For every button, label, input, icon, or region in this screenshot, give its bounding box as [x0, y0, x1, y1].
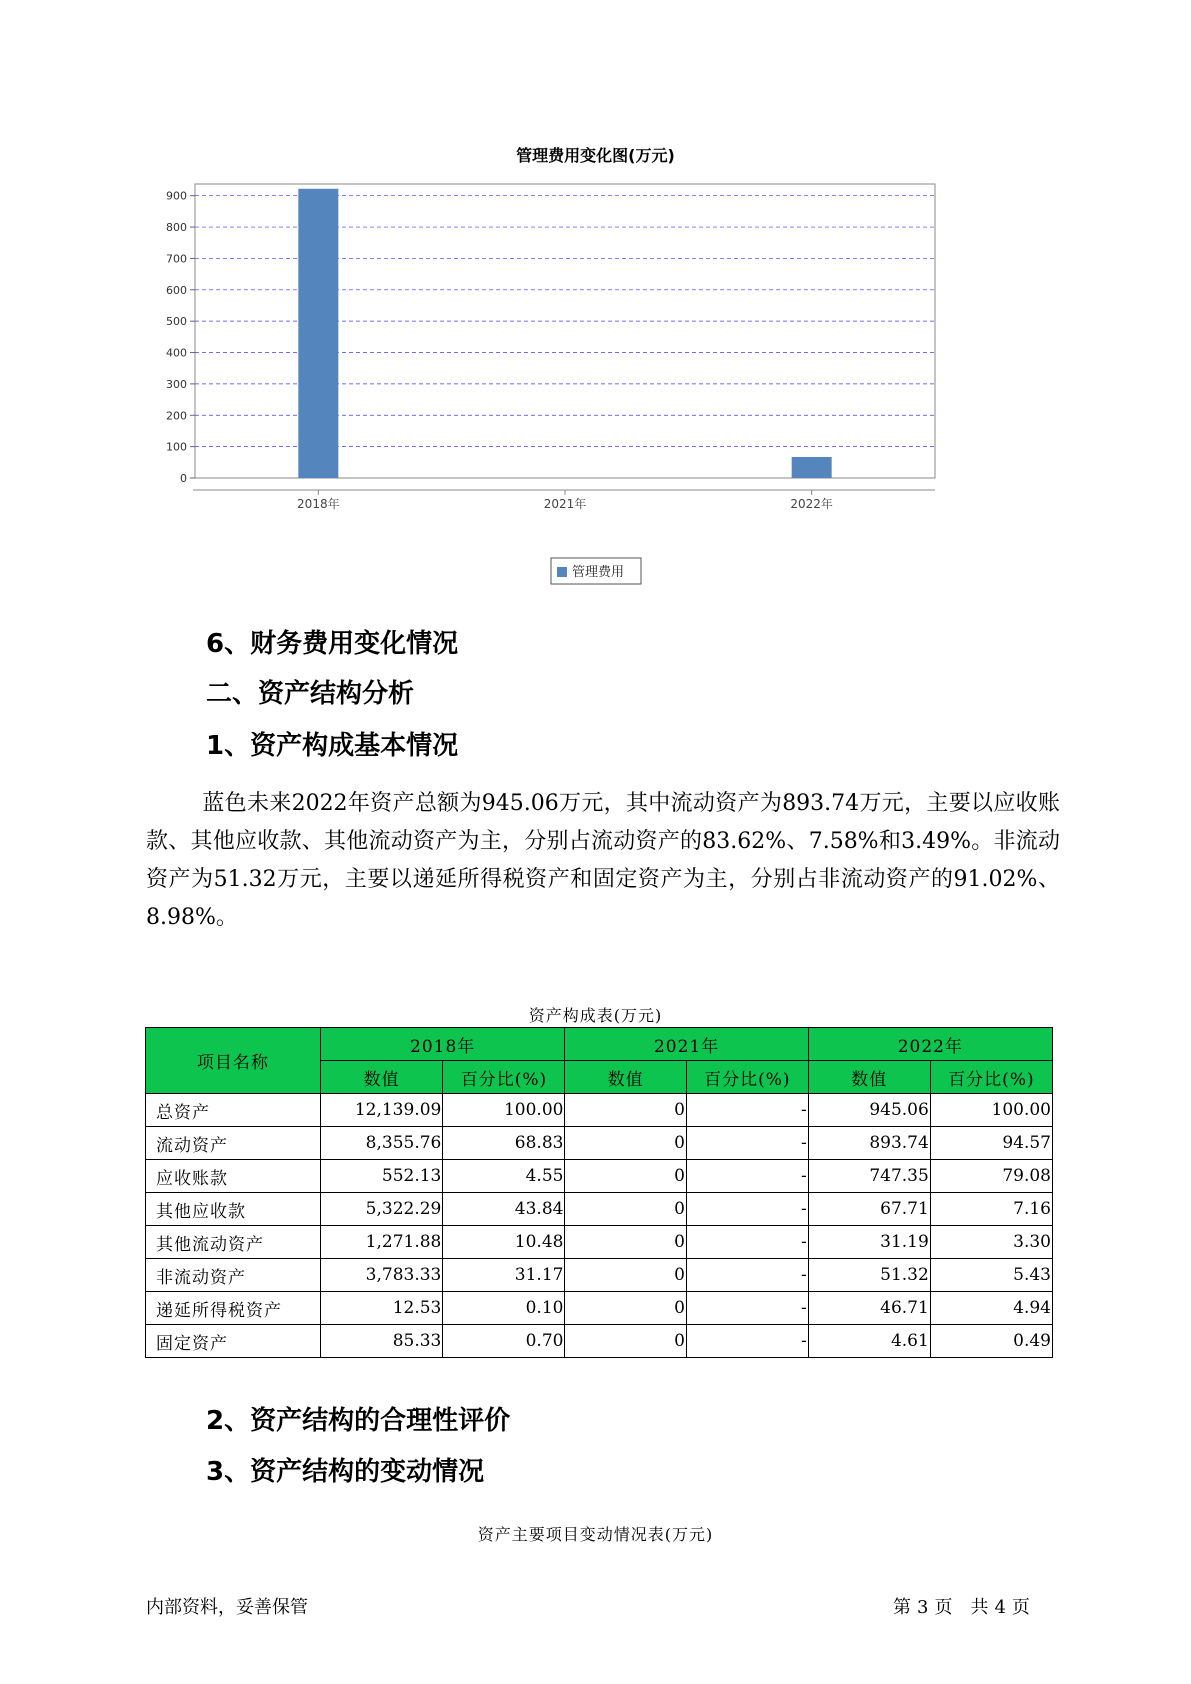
- cell-v2021: 0: [565, 1226, 687, 1259]
- cell-p2018: 31.17: [443, 1259, 565, 1292]
- header-percent: 百分比(%): [686, 1061, 808, 1094]
- cell-p2018: 100.00: [443, 1094, 565, 1127]
- table-row: [146, 1325, 1053, 1358]
- header-year-2018: 2018年: [320, 1028, 565, 1061]
- cell-p2021: -: [686, 1127, 808, 1160]
- table-row: [146, 1127, 1053, 1160]
- cell-v2021: 0: [565, 1160, 687, 1193]
- cell-v2022: 31.19: [808, 1226, 930, 1259]
- table-body: [146, 1094, 1053, 1358]
- cell-v2021: 0: [565, 1193, 687, 1226]
- cell-v2018: 3,783.33: [320, 1259, 443, 1292]
- cell-v2018: 552.13: [320, 1160, 443, 1193]
- cell-p2021: -: [686, 1292, 808, 1325]
- heading-asset-structure: 二、资产结构分析: [206, 679, 415, 709]
- cell-name: 递延所得税资产: [146, 1292, 321, 1325]
- x-tick-label: 2022年: [790, 497, 833, 511]
- cell-p2021: -: [686, 1094, 808, 1127]
- y-tick-label: 800: [166, 221, 187, 235]
- y-tick-label: 100: [166, 440, 187, 454]
- cell-p2018: 43.84: [443, 1193, 565, 1226]
- cell-p2022: 5.43: [930, 1259, 1052, 1292]
- cell-p2021: -: [686, 1259, 808, 1292]
- cell-name: 固定资产: [146, 1325, 321, 1358]
- cell-v2022: 747.35: [808, 1160, 930, 1193]
- chart-bars: [298, 189, 831, 478]
- cell-v2022: 4.61: [808, 1325, 930, 1358]
- asset-composition-table: [145, 1027, 1053, 1358]
- cell-v2021: 0: [565, 1292, 687, 1325]
- cell-v2018: 12.53: [320, 1292, 443, 1325]
- header-item-name: 项目名称: [146, 1028, 321, 1094]
- header-year-2022: 2022年: [808, 1028, 1052, 1061]
- cell-v2021: 0: [565, 1259, 687, 1292]
- cell-p2018: 4.55: [443, 1160, 565, 1193]
- cell-p2021: -: [686, 1325, 808, 1358]
- chart-y-axis: [166, 190, 195, 485]
- cell-name: 非流动资产: [146, 1259, 321, 1292]
- page-middle: 页 共: [934, 1597, 989, 1618]
- legend-label: 管理费用: [572, 565, 625, 580]
- cell-p2022: 7.16: [930, 1193, 1052, 1226]
- header-value: 数值: [320, 1061, 443, 1094]
- table-row: [146, 1292, 1053, 1325]
- chart-x-axis: [193, 490, 935, 511]
- cell-p2022: 3.30: [930, 1226, 1052, 1259]
- cell-p2018: 0.70: [443, 1325, 565, 1358]
- bar-chart: [150, 180, 1020, 590]
- footer-page-number: [893, 1593, 1036, 1619]
- chart-legend: [551, 558, 641, 584]
- legend-swatch: [557, 567, 567, 577]
- heading-finance-expense: 6、财务费用变化情况: [206, 629, 459, 659]
- cell-p2018: 10.48: [443, 1226, 565, 1259]
- asset-summary-paragraph: [146, 785, 1060, 937]
- page-suffix: 页: [1011, 1597, 1030, 1618]
- table-row: [146, 1160, 1053, 1193]
- cell-v2018: 85.33: [320, 1325, 443, 1358]
- cell-p2022: 94.57: [930, 1127, 1052, 1160]
- cell-v2018: 12,139.09: [320, 1094, 443, 1127]
- header-value: 数值: [565, 1061, 687, 1094]
- table-row: [146, 1094, 1053, 1127]
- cell-v2018: 5,322.29: [320, 1193, 443, 1226]
- cell-v2021: 0: [565, 1094, 687, 1127]
- cell-v2022: 945.06: [808, 1094, 930, 1127]
- cell-v2022: 51.32: [808, 1259, 930, 1292]
- x-tick-label: 2018年: [297, 497, 340, 511]
- page-current: 3: [917, 1597, 929, 1618]
- y-tick-label: 300: [166, 377, 187, 391]
- x-tick-label: 2021年: [543, 497, 587, 511]
- cell-v2022: 46.71: [808, 1292, 930, 1325]
- cell-name: 其他应收款: [146, 1193, 321, 1226]
- table-row: [146, 1226, 1053, 1259]
- cell-p2021: -: [686, 1226, 808, 1259]
- y-tick-label: 400: [166, 346, 187, 360]
- cell-v2021: 0: [565, 1127, 687, 1160]
- footer-confidential: 内部资料，妥善保管: [146, 1597, 308, 1618]
- heading-structure-evaluation: 2、资产结构的合理性评价: [206, 1406, 511, 1436]
- page-prefix: 第: [893, 1597, 911, 1618]
- cell-name: 其他流动资产: [146, 1226, 321, 1259]
- y-tick-label: 600: [166, 283, 187, 297]
- cell-p2022: 4.94: [930, 1292, 1052, 1325]
- heading-asset-composition: 1、资产构成基本情况: [206, 731, 459, 761]
- bar-2: [792, 457, 832, 478]
- y-tick-label: 200: [166, 409, 187, 423]
- cell-v2018: 8,355.76: [320, 1127, 443, 1160]
- y-tick-label: 900: [166, 189, 187, 203]
- cell-p2021: -: [686, 1193, 808, 1226]
- cell-v2018: 1,271.88: [320, 1226, 443, 1259]
- cell-p2022: 100.00: [930, 1094, 1052, 1127]
- cell-name: 流动资产: [146, 1127, 321, 1160]
- cell-p2022: 0.49: [930, 1325, 1052, 1358]
- header-percent: 百分比(%): [930, 1061, 1052, 1094]
- header-year-2021: 2021年: [565, 1028, 808, 1061]
- header-percent: 百分比(%): [443, 1061, 565, 1094]
- cell-p2018: 68.83: [443, 1127, 565, 1160]
- paragraph-text: 蓝色未来2022年资产总额为945.06万元，其中流动资产为893.74万元，主要以应收账款、其他应收款、其他流动资产为主，分别占流动资产的83.62%、7.58%和3.49%。非流动资产为51.32万元，主要以递延所得税资产和固定资产为主，分别占非流动资产的91.02%、8.98%。: [146, 791, 1060, 930]
- cell-p2022: 79.08: [930, 1160, 1052, 1193]
- cell-v2022: 67.71: [808, 1193, 930, 1226]
- cell-v2021: 0: [565, 1325, 687, 1358]
- y-tick-label: 700: [166, 252, 187, 266]
- chart-title: 管理费用变化图(万元): [516, 146, 675, 165]
- cell-p2018: 0.10: [443, 1292, 565, 1325]
- table-row: [146, 1193, 1053, 1226]
- table2-caption: 资产主要项目变动情况表(万元): [477, 1525, 714, 1544]
- bar-0: [298, 189, 338, 478]
- cell-p2021: -: [686, 1160, 808, 1193]
- y-tick-label: 0: [180, 472, 187, 485]
- page-total: 4: [994, 1597, 1006, 1618]
- y-tick-label: 500: [166, 315, 187, 329]
- table-row: [146, 1259, 1053, 1292]
- cell-name: 应收账款: [146, 1160, 321, 1193]
- cell-v2022: 893.74: [808, 1127, 930, 1160]
- header-value: 数值: [808, 1061, 930, 1094]
- cell-name: 总资产: [146, 1094, 321, 1127]
- heading-structure-change: 3、资产结构的变动情况: [206, 1457, 485, 1487]
- table-caption: 资产构成表(万元): [528, 1006, 663, 1025]
